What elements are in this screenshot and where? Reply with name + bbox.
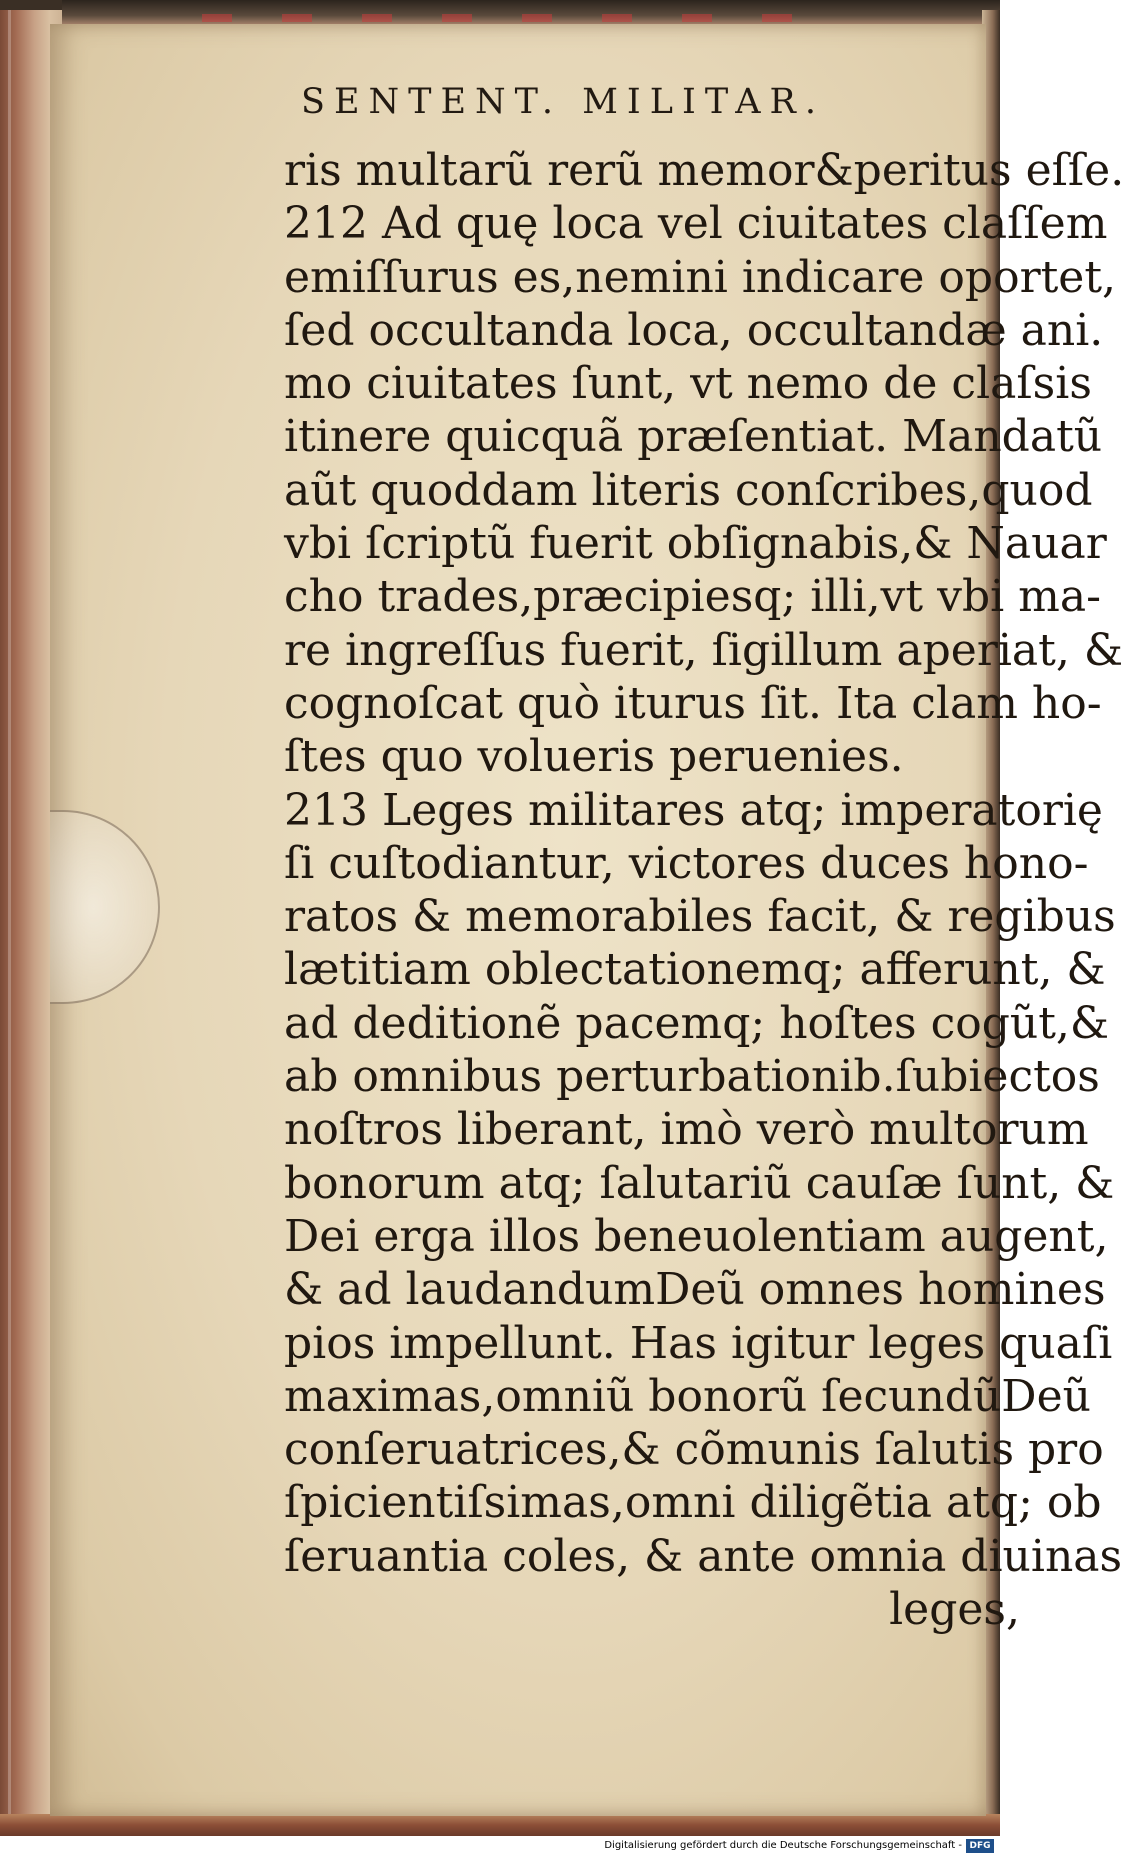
catchword: leges, bbox=[889, 1584, 1020, 1636]
text-line: itinere quicquã præſentiat. Mandatũ bbox=[284, 411, 1103, 463]
funding-credit: Digitalisierung gefördert durch die Deutsche Forschungsgemeinschaft - bbox=[604, 1840, 962, 1851]
text-line: pios impellunt. Has igitur leges quaſi bbox=[284, 1317, 1113, 1369]
text-line: cognoſcat quò iturus ſit. Ita clam ho- bbox=[284, 677, 1102, 729]
footer-bar bbox=[0, 1836, 1000, 1858]
text-line: ſed occultanda loca, occultandæ ani. bbox=[284, 304, 1104, 356]
text-line: bonorum atq; ſalutariũ cauſæ ſunt, & bbox=[284, 1157, 1115, 1209]
text-line: Dei erga illos beneuolentiam augent, bbox=[284, 1210, 1109, 1262]
text-line: ſi cuſtodiantur, victores duces hono- bbox=[284, 837, 1089, 889]
text-line: ab omnibus perturbationib.ſubiectos bbox=[284, 1051, 1100, 1103]
text-line: ſpicientiſsimas,omni diligẽtia atq; ob bbox=[284, 1477, 1102, 1529]
text-line: ratos & memorabiles facit, & regibus bbox=[284, 891, 1116, 943]
text-line: 212 Ad quę loca vel ciuitates claſſem bbox=[284, 198, 1108, 250]
text-line: 213 Leges militares atq; imperatorię bbox=[284, 784, 1103, 836]
text-line: emiſſurus es,nemini indicare oportet, bbox=[284, 251, 1117, 303]
text-line: re ingreſſus fuerit, ſigillum aperiat, & bbox=[284, 624, 1123, 676]
page-text bbox=[284, 144, 1124, 1636]
text-line: ſeruantia coles, & ante omnia diuinas bbox=[284, 1530, 1123, 1582]
text-line: lætitiam oblectationemq; afferunt, & bbox=[284, 944, 1106, 996]
text-line: vbi ſcriptũ fuerit obſignabis,& Nauar bbox=[284, 518, 1107, 570]
book-top-edge bbox=[62, 0, 1000, 26]
text-line: mo ciuitates ſunt, vt nemo de claſsis bbox=[284, 358, 1092, 410]
book-bottom-edge bbox=[0, 1814, 1000, 1836]
text-line: maximas,omniũ bonorũ ſecundũDeũ bbox=[284, 1370, 1091, 1422]
text-line: aũt quoddam literis conſcribes,quod bbox=[284, 464, 1093, 516]
text-line: ris multarũ rerũ memor&peritus eſſe. bbox=[284, 145, 1124, 196]
text-line: ad deditionẽ pacemq; hoſtes cogũt,& bbox=[284, 997, 1110, 1049]
dfg-logo: DFG bbox=[966, 1839, 994, 1853]
text-line: conſeruatrices,& cõmunis ſalutis pro bbox=[284, 1424, 1104, 1476]
text-line: cho trades,præcipiesq; illi,vt vbi ma- bbox=[284, 571, 1101, 623]
text-line: noſtros liberant, imò verò multorum bbox=[284, 1104, 1089, 1156]
text-line: ſtes quo volueris peruenies. bbox=[284, 731, 904, 783]
red-edge-marks bbox=[202, 14, 802, 22]
page-clip bbox=[50, 810, 160, 1004]
book-page bbox=[50, 24, 1124, 1816]
text-line: & ad laudandumDeũ omnes homines bbox=[284, 1264, 1106, 1316]
running-head: SENTENT. MILITAR. bbox=[300, 82, 826, 122]
